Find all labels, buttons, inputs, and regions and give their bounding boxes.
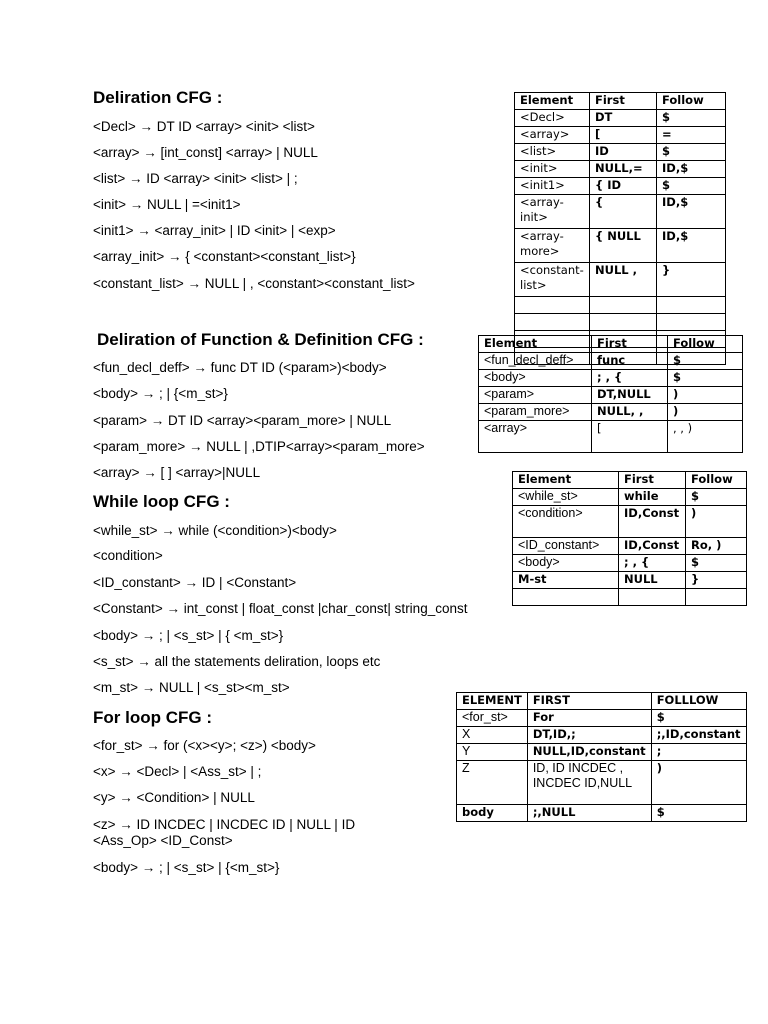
table-cell: ID,Const (619, 506, 686, 538)
table-cell: $ (657, 144, 726, 161)
table-cell: <param> (479, 387, 592, 404)
table-row (513, 506, 747, 538)
table-row (479, 387, 743, 404)
table-cell (590, 297, 657, 314)
table-row (513, 538, 747, 555)
table-cell: ID,$ (657, 195, 726, 229)
table-cell: ID,$ (657, 161, 726, 178)
table-cell: { NULL (590, 229, 657, 263)
table-cell: { ID (590, 178, 657, 195)
func-rule-3: <param> → DT ID <array><param_more> | NULL (93, 413, 392, 428)
table-row (515, 229, 726, 263)
table-cell: { (590, 195, 657, 229)
table-cell (590, 314, 657, 331)
table-row (479, 404, 743, 421)
table-cell: Y (457, 744, 528, 761)
table-cell: [ (592, 421, 668, 453)
func-rule-2: <body> → ; | {<m_st>} (93, 386, 228, 401)
decl-rule-6: <array_init> → { <constant><constant_list>} (93, 249, 356, 264)
decl-rule-1: <Decl> → DT ID <array> <init> <list> (93, 119, 315, 134)
table-cell: For (527, 710, 651, 727)
table-row (515, 314, 726, 331)
table-cell: <body> (479, 370, 592, 387)
table-cell: $ (686, 489, 747, 506)
table-cell: <list> (515, 144, 590, 161)
for-first-follow-table (456, 692, 747, 822)
table-row (515, 195, 726, 229)
table-cell: ) (668, 404, 743, 421)
table-cell: $ (686, 555, 747, 572)
table-cell: X (457, 727, 528, 744)
table-cell: <array> (479, 421, 592, 453)
table-cell: ID,$ (657, 229, 726, 263)
table-cell: <constant-list> (515, 263, 590, 297)
table-row (515, 178, 726, 195)
table-row (513, 589, 747, 606)
table-row (457, 727, 747, 744)
section-title-while: While loop CFG : (93, 492, 230, 511)
table-cell: NULL, , (592, 404, 668, 421)
table-cell: <fun_decl_deff> (479, 353, 592, 370)
table-cell: $ (651, 710, 746, 727)
table-row (479, 370, 743, 387)
table-cell: ID (590, 144, 657, 161)
decl-rule-5: <init1> → <array_init> | ID <init> | <exp> (93, 223, 336, 238)
decl-first-follow-table (514, 92, 726, 365)
decl-rule-7: <constant_list> → NULL | , <constant><constant_list> (93, 276, 415, 291)
table-cell: Z (457, 761, 528, 805)
header-cell: Follow (686, 472, 747, 489)
table-cell: } (686, 572, 747, 589)
table-cell: ID, ID INCDEC , INCDEC ID,NULL (527, 761, 651, 805)
table-cell: ; (651, 744, 746, 761)
table-cell: <array-init> (515, 195, 590, 229)
table-row (515, 110, 726, 127)
func-first-follow-table (478, 335, 743, 453)
table-cell: [ (590, 127, 657, 144)
table-row (515, 161, 726, 178)
while-rule-6: <s_st> → all the statements deliration, loops etc (93, 654, 381, 669)
section-title-for: For loop CFG : (93, 708, 212, 727)
func-rule-5: <array> → [ ] <array>|NULL (93, 465, 261, 480)
for-rule-4: <z> → ID INCDEC | INCDEC ID | NULL | ID <Ass_Op> <ID_Const> (93, 817, 356, 848)
table-cell (513, 589, 619, 606)
table-cell: DT,ID,; (527, 727, 651, 744)
table-cell: NULL,ID,constant (527, 744, 651, 761)
table-cell (515, 297, 590, 314)
table-cell: ID,Const (619, 538, 686, 555)
header-cell: First (619, 472, 686, 489)
table-cell: ;,ID,constant (651, 727, 746, 744)
section-title-func: Deliration of Function & Definition CFG : (97, 330, 424, 349)
section-title-decl: Deliration CFG : (93, 88, 223, 107)
while-rule-1: <while_st> → while (<condition>)<body> (93, 523, 337, 538)
table-cell: ; , { (619, 555, 686, 572)
table-cell: <init> (515, 161, 590, 178)
table-cell: NULL,= (590, 161, 657, 178)
table-row (515, 263, 726, 297)
table-cell: DT (590, 110, 657, 127)
header-cell: FOLLLOW (651, 693, 746, 710)
table-cell: , , ) (668, 421, 743, 453)
table-row (457, 761, 747, 805)
func-rule-1: <fun_decl_deff> → func DT ID (<param>)<body> (93, 360, 387, 375)
table-cell: <body> (513, 555, 619, 572)
while-rule-3: <ID_constant> → ID | <Constant> (93, 575, 297, 590)
table-cell: <array> (515, 127, 590, 144)
decl-rule-3: <list> → ID <array> <init> <list> | ; (93, 171, 298, 186)
table-header-row (513, 472, 747, 489)
table-cell: <for_st> (457, 710, 528, 727)
header-cell: First (592, 336, 668, 353)
table-cell: $ (668, 353, 743, 370)
table-cell: $ (657, 178, 726, 195)
for-rule-3: <y> → <Condition> | NULL (93, 790, 255, 805)
table-cell: ) (686, 506, 747, 538)
table-row (457, 805, 747, 822)
table-cell: $ (657, 110, 726, 127)
table-row (513, 555, 747, 572)
table-cell: <Decl> (515, 110, 590, 127)
table-cell: Ro, ) (686, 538, 747, 555)
table-cell (686, 589, 747, 606)
while-rule-4: <Constant> → int_const | float_const |char_const| string_const (93, 601, 468, 616)
table-cell: } (657, 263, 726, 297)
header-cell: Element (515, 93, 590, 110)
header-cell: Element (513, 472, 619, 489)
table-cell: M-st (513, 572, 619, 589)
table-cell: ) (668, 387, 743, 404)
for-rule-1: <for_st> → for (<x><y>; <z>) <body> (93, 738, 316, 753)
table-cell: ) (651, 761, 746, 805)
header-cell: FIRST (527, 693, 651, 710)
table-row (515, 127, 726, 144)
header-cell: Follow (668, 336, 743, 353)
table-cell (515, 314, 590, 331)
while-first-follow-table (512, 471, 747, 606)
table-cell: DT,NULL (592, 387, 668, 404)
table-cell: <ID_constant> (513, 538, 619, 555)
table-cell: NULL (619, 572, 686, 589)
table-cell: $ (651, 805, 746, 822)
table-row (515, 144, 726, 161)
table-cell: <condition> (513, 506, 619, 538)
decl-rule-2: <array> → [int_const] <array> | NULL (93, 145, 318, 160)
header-cell: Element (479, 336, 592, 353)
table-cell: <while_st> (513, 489, 619, 506)
table-cell: func (592, 353, 668, 370)
decl-rule-4: <init> → NULL | =<init1> (93, 197, 241, 212)
table-row (479, 421, 743, 453)
table-header-row (479, 336, 743, 353)
table-row (457, 744, 747, 761)
table-cell: $ (668, 370, 743, 387)
table-cell: ;,NULL (527, 805, 651, 822)
for-rule-2: <x> → <Decl> | <Ass_st> | ; (93, 764, 262, 779)
func-rule-4: <param_more> → NULL | ,DTIP<array><param_more> (93, 439, 425, 454)
table-cell: = (657, 127, 726, 144)
table-cell: <param_more> (479, 404, 592, 421)
table-row (513, 572, 747, 589)
table-row (479, 353, 743, 370)
header-cell: ELEMENT (457, 693, 528, 710)
table-cell: ; , { (592, 370, 668, 387)
table-cell (619, 589, 686, 606)
table-header-row (457, 693, 747, 710)
while-rule-2: <condition> (93, 548, 163, 563)
for-rule-5: <body> → ; | <s_st> | {<m_st>} (93, 860, 280, 875)
header-cell: First (590, 93, 657, 110)
table-cell (657, 297, 726, 314)
table-row (457, 710, 747, 727)
header-cell: Follow (657, 93, 726, 110)
table-cell: body (457, 805, 528, 822)
table-row (513, 489, 747, 506)
table-cell: NULL , (590, 263, 657, 297)
table-cell: <array-more> (515, 229, 590, 263)
table-header-row (515, 93, 726, 110)
table-row (515, 297, 726, 314)
while-rule-7: <m_st> → NULL | <s_st><m_st> (93, 680, 290, 695)
table-cell: while (619, 489, 686, 506)
table-cell (657, 314, 726, 331)
table-cell: <init1> (515, 178, 590, 195)
while-rule-5: <body> → ; | <s_st> | { <m_st>} (93, 628, 284, 643)
